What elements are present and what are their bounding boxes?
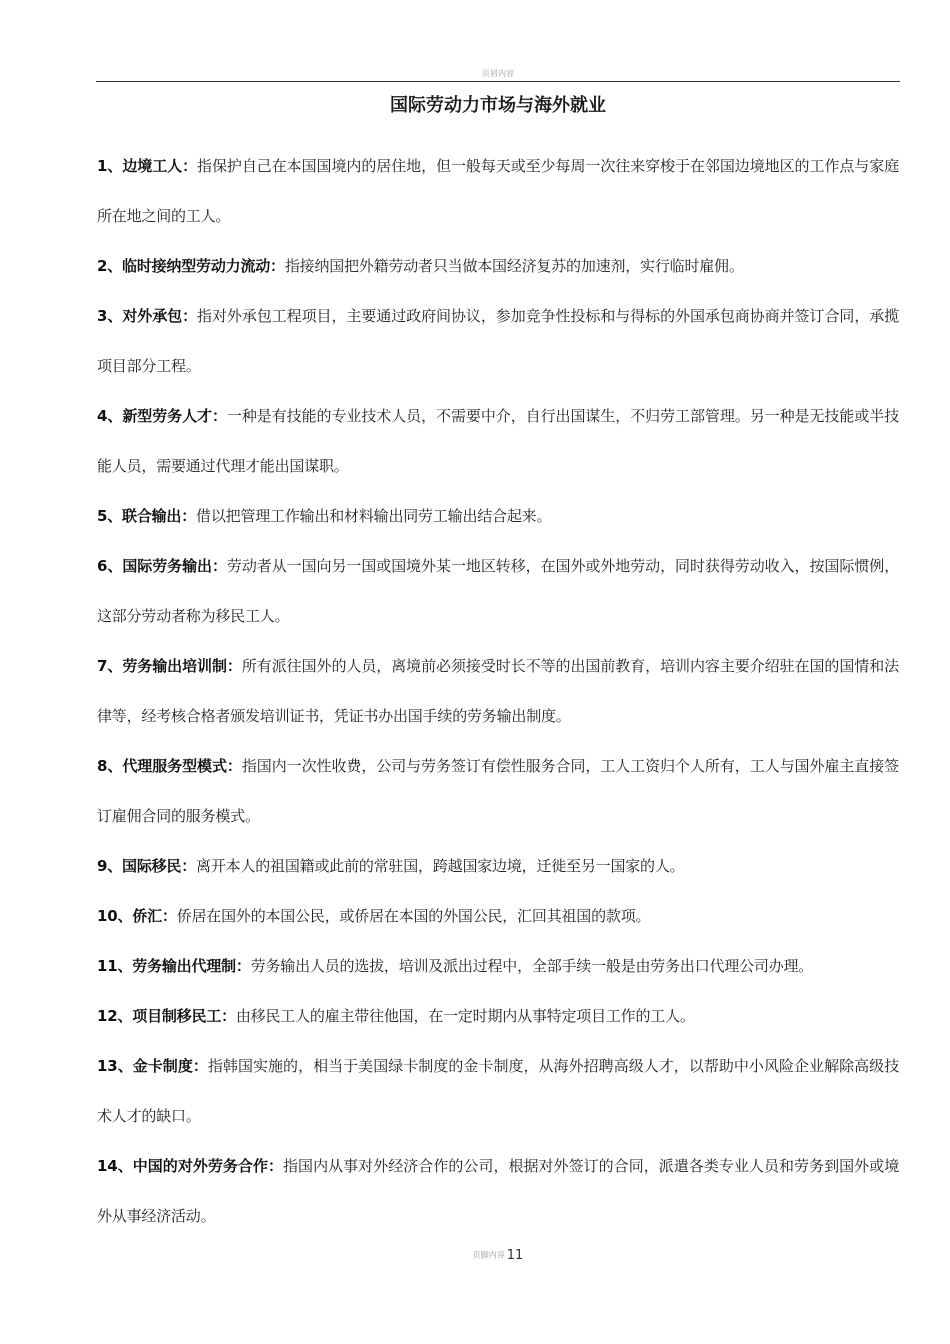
entry-definition: 借以把管理工作输出和材料输出同劳工输出结合起来。: [196, 507, 552, 525]
entry-term: 1、边境工人：: [97, 157, 198, 175]
entry-definition: 指接纳国把外籍劳动者只当做本国经济复苏的加速剂，实行临时雇佣。: [284, 257, 744, 275]
entry-term: 14、中国的对外劳务合作：: [97, 1157, 284, 1175]
glossary-entry-2: [97, 241, 899, 291]
glossary-entry-12: [97, 991, 899, 1041]
entry-term: 11、劳务输出代理制：: [97, 957, 251, 975]
entry-term: 9、国际移民：: [97, 857, 197, 875]
entry-term: 4、新型劳务人才：: [97, 407, 227, 425]
glossary-entry-3: [97, 291, 899, 391]
glossary-entry-6: [97, 541, 899, 641]
glossary-entry-7: [97, 641, 899, 741]
footer-label: 页脚内容: [472, 1250, 505, 1260]
entry-term: 8、代理服务型模式：: [97, 757, 242, 775]
entry-term: 6、国际劳务输出：: [97, 557, 227, 575]
entry-term: 13、金卡制度：: [97, 1057, 208, 1075]
glossary-entry-4: [97, 391, 899, 491]
entry-term: 7、劳务输出培训制：: [97, 657, 242, 675]
glossary-entry-5: [97, 491, 899, 541]
entry-definition: 侨居在国外的本国公民，或侨居在本国的外国公民，汇回其祖国的款项。: [176, 907, 651, 925]
entry-term: 5、联合输出：: [97, 507, 197, 525]
entry-definition: 一种是有技能的专业技术人员，不需要中介，自行出国谋生，不归劳工部管理。另一种是无技能或半技能人员，需要通过代理才能出国谋职。: [97, 407, 899, 475]
entry-definition: 指对外承包工程项目，主要通过政府间协议，参加竞争性投标和与得标的外国承包商协商并签订合同，承揽项目部分工程。: [97, 307, 899, 375]
glossary-list: [97, 141, 899, 1241]
document-title: 国际劳动力市场与海外就业: [390, 95, 606, 116]
entry-definition: 指国内一次性收费，公司与劳务签订有偿性服务合同，工人工资归个人所有，工人与国外雇主直接签订雇佣合同的服务模式。: [97, 757, 899, 825]
glossary-entry-8: [97, 741, 899, 841]
entry-definition: 劳务输出人员的选拔，培训及派出过程中，全部手续一般是由劳务出口代理公司办理。: [250, 957, 814, 975]
page-number: 11: [506, 1247, 524, 1263]
entry-definition: 劳动者从一国向另一国或国境外某一地区转移，在国外或外地劳动，同时获得劳动收入，按国际惯例，这部分劳动者称为移民工人。: [97, 557, 899, 625]
entry-definition: 所有派往国外的人员，离境前必须接受时长不等的出国前教育，培训内容主要介绍驻在国的国情和法律等，经考核合格者颁发培训证书，凭证书办出国手续的劳务输出制度。: [97, 657, 899, 725]
glossary-entry-11: [97, 941, 899, 991]
entry-term: 2、临时接纳型劳动力流动：: [97, 257, 285, 275]
glossary-entry-10: [97, 891, 899, 941]
entry-definition: 指韩国实施的，相当于美国绿卡制度的金卡制度，从海外招聘高级人才，以帮助中小风险企业解除高级技术人才的缺口。: [97, 1057, 899, 1125]
entry-term: 10、侨汇：: [97, 907, 177, 925]
page-header-text: 页眉内容: [482, 69, 514, 78]
glossary-entry-14: [97, 1141, 899, 1241]
entry-definition: 离开本人的祖国籍或此前的常驻国，跨越国家边境，迁徙至另一国家的人。: [196, 857, 685, 875]
header-divider: [96, 81, 900, 82]
entry-term: 3、对外承包：: [97, 307, 198, 325]
glossary-entry-9: [97, 841, 899, 891]
entry-definition: 指保护自己在本国国境内的居住地，但一般每天或至少每周一次往来穿梭于在邻国边境地区的工作点与家庭所在地之间的工人。: [97, 157, 899, 225]
page-footer: [0, 1246, 950, 1265]
entry-term: 12、项目制移民工：: [97, 1007, 236, 1025]
glossary-entry-13: [97, 1041, 899, 1141]
glossary-entry-1: [97, 141, 899, 241]
entry-definition: 由移民工人的雇主带往他国，在一定时期内从事特定项目工作的工人。: [235, 1007, 695, 1025]
entry-definition: 指国内从事对外经济合作的公司，根据对外签订的合同，派遣各类专业人员和劳务到国外或境外从事经济活动。: [97, 1157, 899, 1225]
